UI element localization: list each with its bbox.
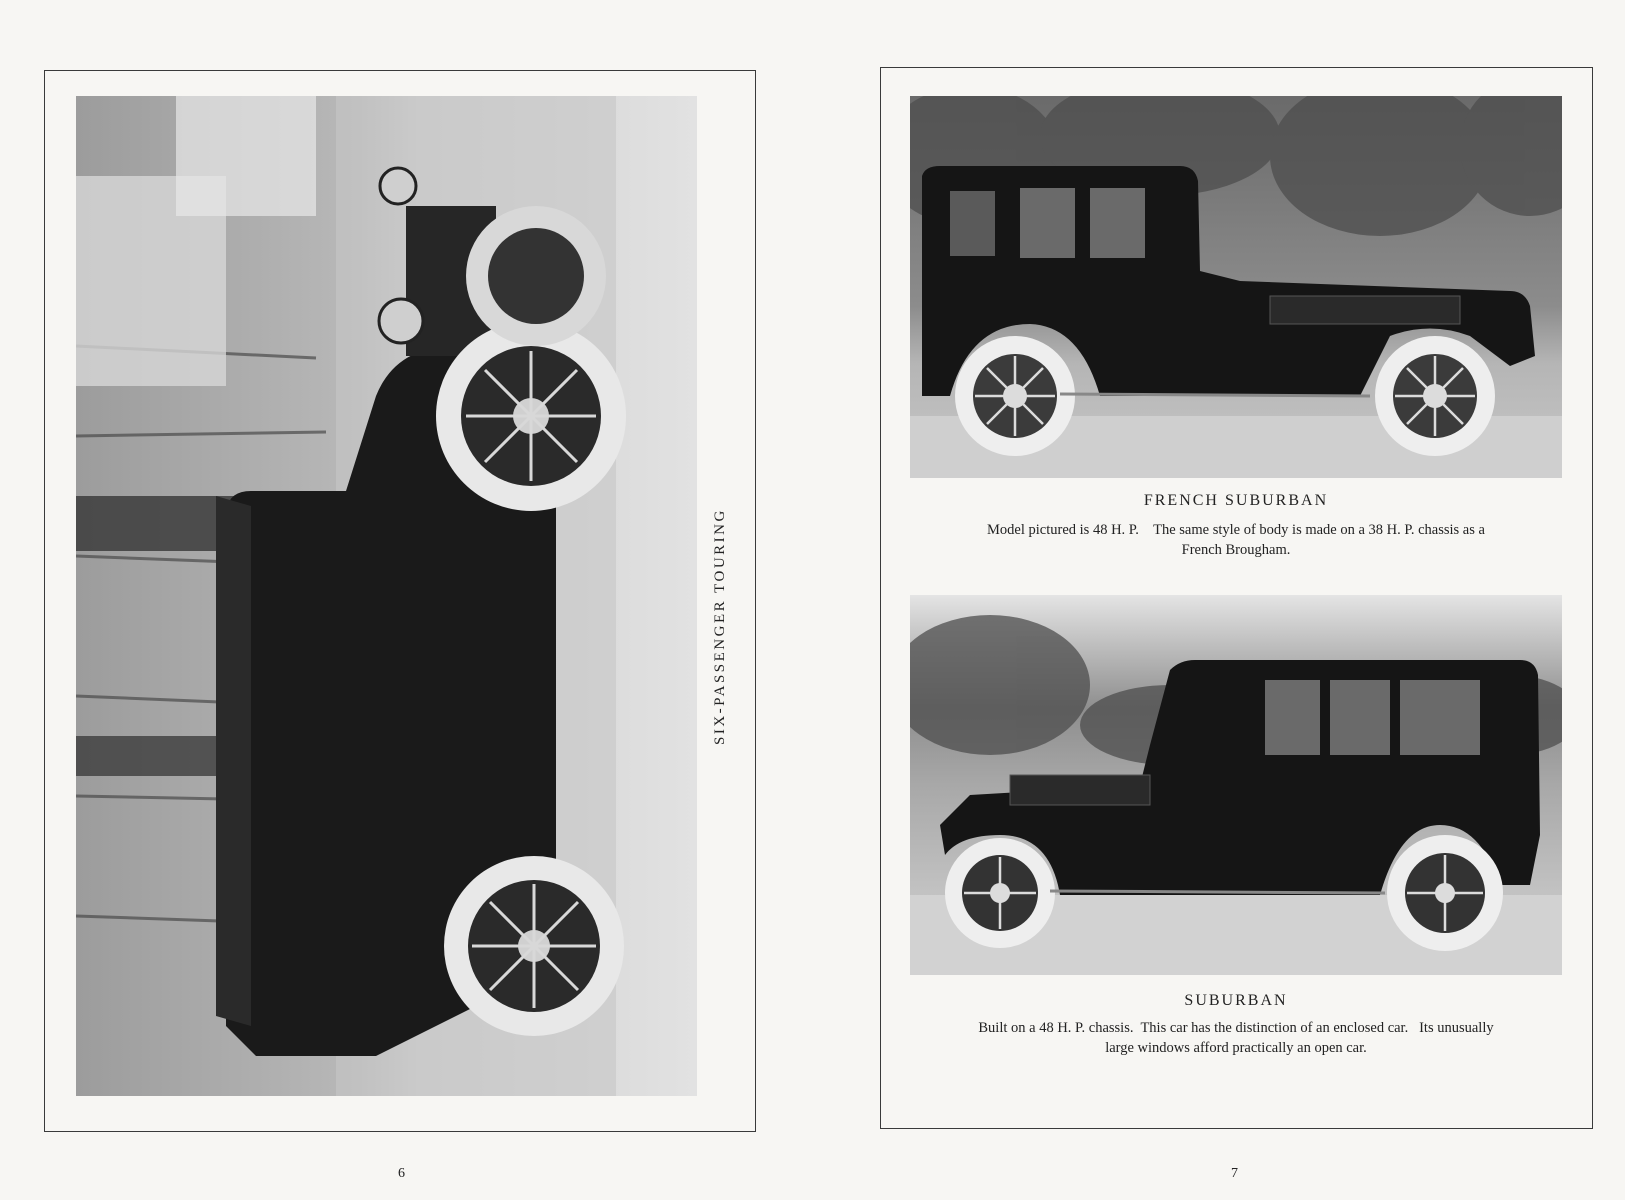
french-suburban-description-line2: French Brougham. [1181,542,1291,558]
touring-photo-title: SIX-PASSENGER TOURING [712,508,728,745]
page-number-left: 6 [398,1166,405,1181]
french-suburban-photo [910,96,1562,478]
french-suburban-description-line1: Model pictured is 48 H. P. The same style of body is made on a 38 H. P. chassis as a [987,522,1485,538]
touring-car-photo [76,96,697,1096]
suburban-title: SUBURBAN [1184,992,1288,1009]
french-suburban-title: FRENCH SUBURBAN [1143,492,1329,509]
suburban-description-line1: Built on a 48 H. P. chassis. This car has the distinction of an enclosed car. Its unusually [978,1020,1494,1036]
page-number-right: 7 [1231,1166,1238,1181]
suburban-photo [910,595,1562,975]
suburban-description-line2: large windows afford practically an open car. [1105,1040,1367,1056]
